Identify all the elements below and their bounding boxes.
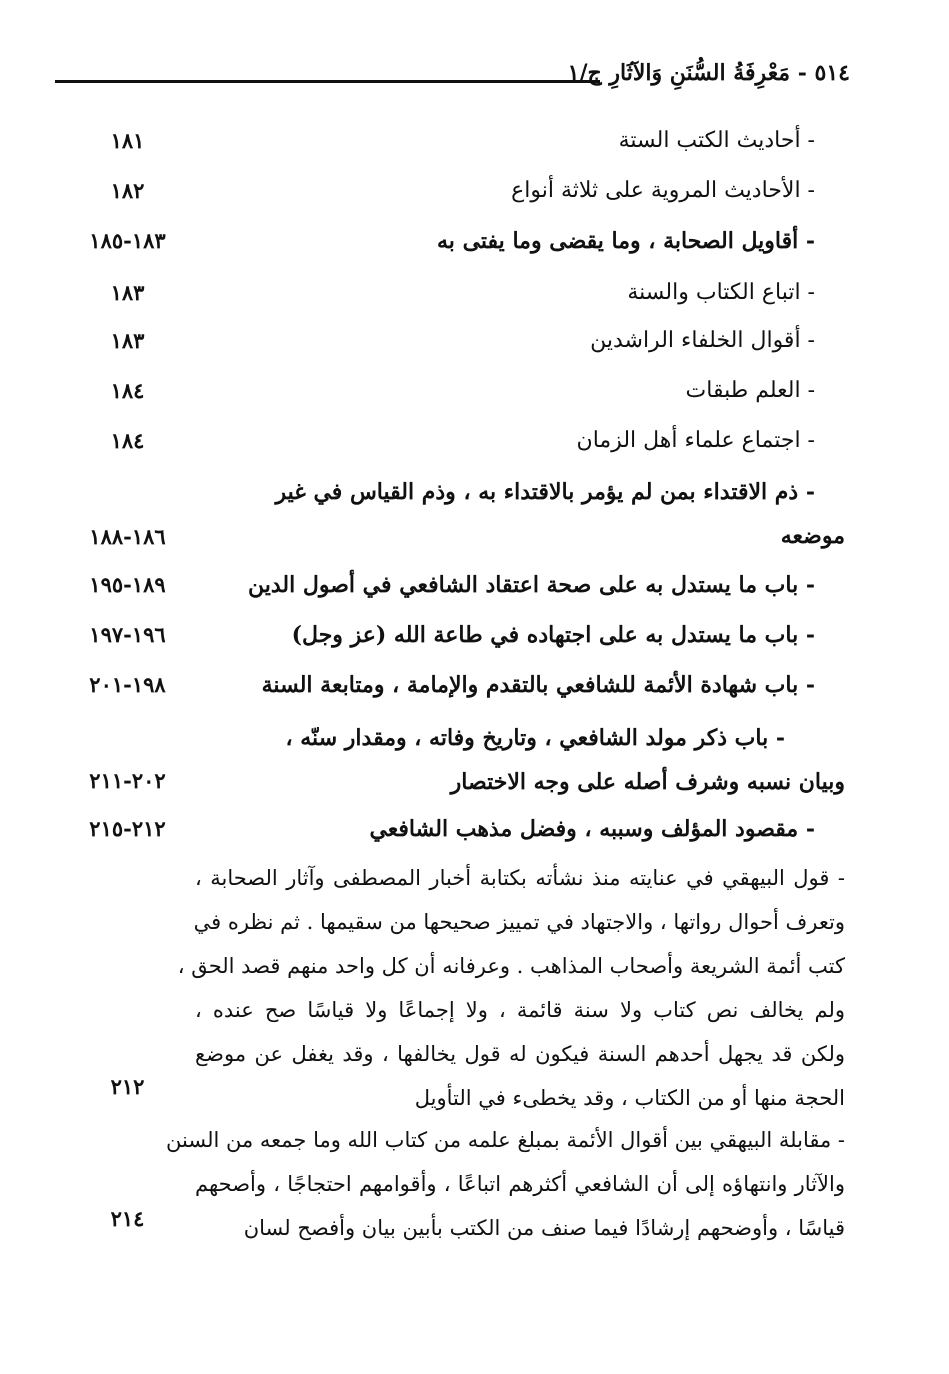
entry-title-line1: - باب ذكر مولد الشافعي ، وتاريخ وفاته ، ومقدار سنّه ،: [285, 725, 785, 751]
para-line: ولم يخالف نص كتاب ولا سنة قائمة ، ولا إجماعًا ولا قياسًا صح عنده ،: [195, 998, 845, 1022]
toc-paragraph-2: [166, 1118, 845, 1250]
entry-title: - أحاديث الكتب الستة: [618, 128, 815, 153]
para-line: - قول البيهقي في عنايته منذ نشأته بكتابة أخبار المصطفى وآثار الصحابة ،: [195, 866, 845, 890]
entry-title-line1: - ذم الاقتداء بمن لم يؤمر بالاقتداء به ، وذم القياس في غير: [275, 479, 815, 505]
header-title: ٥١٤ - مَعْرِفَةُ السُّنَنِ وَالآثَارِ ج/١: [567, 60, 850, 86]
entry-page: ١٩٨-٢٠١: [89, 672, 166, 697]
para-line: كتب أئمة الشريعة وأصحاب المذاهب . وعرفانه أن كل واحد منهم قصد الحق ،: [177, 954, 845, 978]
entry-page: ١٨٤: [110, 378, 145, 403]
entry-title: - أقوال الخلفاء الراشدين: [590, 328, 815, 353]
entry-title: - باب ما يستدل به على اجتهاده في طاعة الله (عز وجل): [291, 622, 815, 648]
entry-title: - العلم طبقات: [685, 378, 815, 403]
entry-page: ١٨٤: [110, 428, 145, 453]
entry-title: - مقصود المؤلف وسببه ، وفضل مذهب الشافعي: [369, 816, 815, 842]
para-line: قياسًا ، وأوضحهم إرشادًا فيما صنف من الكتب بأبين بيان وأفصح لسان: [243, 1216, 845, 1240]
toc-paragraph-1: [177, 856, 845, 1120]
paragraph-1-page: ٢١٢: [110, 1074, 145, 1099]
entry-page: ١٨٣: [110, 328, 145, 353]
entry-page: ٢١٢-٢١٥: [89, 816, 166, 841]
entry-page: ١٨١: [110, 128, 145, 153]
entry-title: - أقاويل الصحابة ، وما يقضى وما يفتى به: [437, 228, 815, 254]
entry-page: ١٨٣-١٨٥: [89, 228, 166, 253]
entry-page: ١٨٩-١٩٥: [89, 572, 166, 597]
para-line: وتعرف أحوال رواتها ، والاجتهاد في تمييز صحيحها من سقيمها . ثم نظره في: [193, 910, 845, 934]
entry-page: ١٨٢: [110, 178, 145, 203]
entry-title-line2: وبيان نسبه وشرف أصله على وجه الاختصار: [450, 769, 845, 795]
entry-page: ١٩٦-١٩٧: [89, 622, 166, 647]
para-line: والآثار وانتهاؤه إلى أن الشافعي أكثرهم اتباعًا ، وأقوامهم احتجاجًا ، وأصحهم: [195, 1172, 845, 1196]
entry-page: ٢٠٢-٢١١: [89, 768, 166, 793]
para-line: - مقابلة البيهقي بين أقوال الأئمة بمبلغ علمه من كتاب الله وما جمعه من السنن: [166, 1128, 845, 1152]
entry-title: - باب ما يستدل به على صحة اعتقاد الشافعي في أصول الدين: [247, 572, 815, 598]
entry-title: - اتباع الكتاب والسنة: [627, 280, 815, 305]
para-line: الحجة منها أو من الكتاب ، وقد يخطىء في التأويل: [414, 1086, 845, 1110]
running-header: [55, 58, 850, 98]
entry-title: - الأحاديث المروية على ثلاثة أنواع: [511, 178, 815, 203]
entry-page: ١٨٣: [110, 280, 145, 305]
entry-title-line2: موضعه: [780, 523, 845, 549]
entry-title: - اجتماع علماء أهل الزمان: [576, 428, 815, 453]
entry-page: ١٨٦-١٨٨: [89, 524, 166, 549]
para-line: ولكن قد يجهل أحدهم السنة فيكون له قول يخالفها ، وقد يغفل عن موضع: [195, 1042, 845, 1066]
paragraph-2-page: ٢١٤: [110, 1206, 145, 1231]
header-rule: [55, 80, 600, 83]
entry-title: - باب شهادة الأئمة للشافعي بالتقدم والإمامة ، ومتابعة السنة: [261, 672, 815, 698]
